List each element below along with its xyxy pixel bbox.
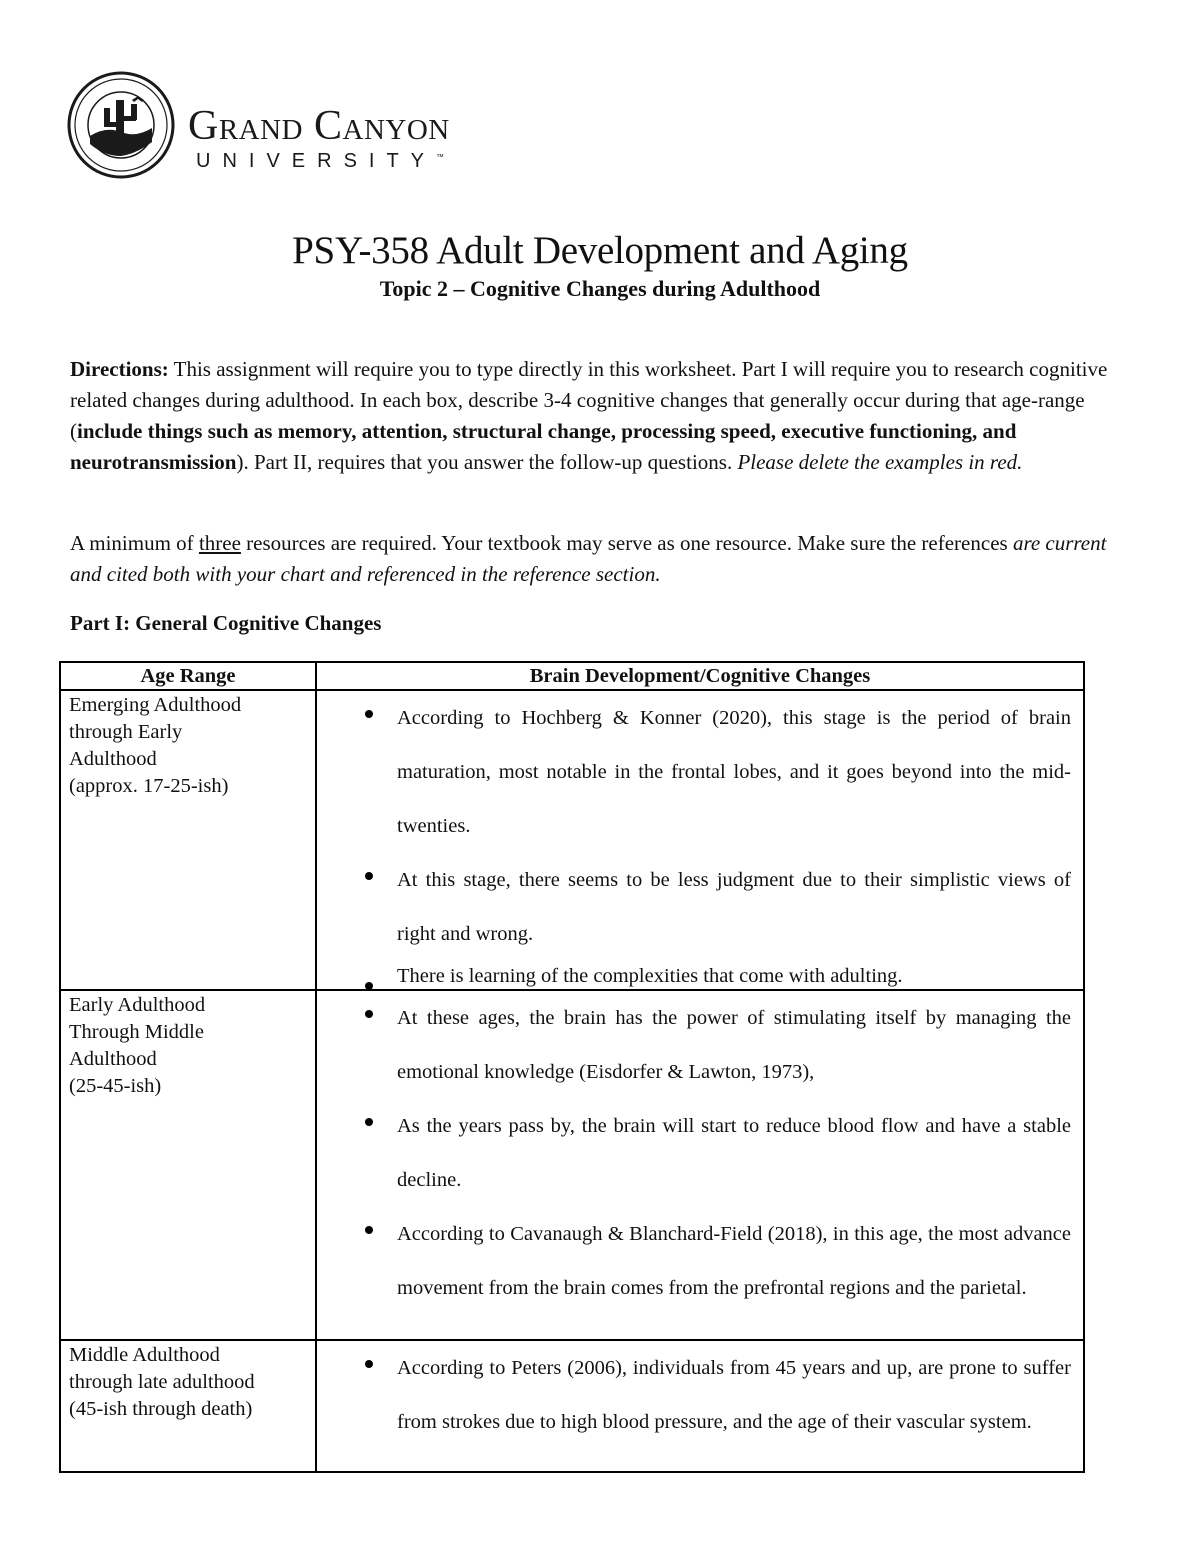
university-logo <box>66 70 546 180</box>
table-header-row <box>60 662 1084 690</box>
cognitive-changes-table <box>59 661 1085 1473</box>
changes-cell[interactable] <box>316 1340 1084 1472</box>
page-subtitle: Topic 2 – Cognitive Changes during Adulthood <box>379 276 821 301</box>
table-row <box>60 690 1084 990</box>
list-item: There is learning of the complexities that come with adulting. <box>397 963 1075 989</box>
directions-label: Directions: <box>70 357 169 381</box>
university-subname: UNIVERSITY™ <box>196 150 445 172</box>
university-name: Grand Canyon <box>188 103 450 149</box>
list-item: According to Peters (2006), individuals from 45 years and up, are prone to suffer from strokes due to high blood pressure, and the age of their vascular system. <box>397 1341 1075 1449</box>
changes-cell[interactable] <box>316 990 1084 1340</box>
column-header-changes: Brain Development/Cognitive Changes <box>316 662 1084 690</box>
table-row <box>60 990 1084 1340</box>
list-item: At these ages, the brain has the power of stimulating itself by managing the emotional knowledge (Eisdorfer & Lawton, 1973), <box>397 991 1075 1099</box>
university-seal-icon <box>66 70 176 180</box>
list-item: As the years pass by, the brain will start to reduce blood flow and have a stable decline. <box>397 1099 1075 1207</box>
resources-paragraph: A minimum of three resources are required. Your textbook may serve as one resource. Make sure the references are current and cited both with your chart and referenced in the reference section. <box>70 531 1107 586</box>
age-range-cell[interactable]: Emerging Adulthood through Early Adulthood (approx. 17-25-ish) <box>60 690 316 990</box>
age-range-cell[interactable]: Middle Adulthood through late adulthood (45-ish through death) <box>60 1340 316 1472</box>
column-header-age-range: Age Range <box>60 662 316 690</box>
directions-paragraph: Directions: This assignment will require you to type directly in this worksheet. Part I will require you to research cognitive related changes during adulthood. In each box, describe 3-4 cognitive changes that generally occur during that age-range (include things such as memory, attention, structural change, processing speed, executive functioning, and neurotransmission). Part II, requires that you answer the follow-up questions. Please delete the examples in red. <box>70 357 1108 474</box>
list-item: At this stage, there seems to be less judgment due to their simplistic views of right and wrong. <box>397 853 1075 961</box>
university-wordmark <box>188 104 450 173</box>
part1-heading: Part I: General Cognitive Changes <box>70 611 382 635</box>
table-row <box>60 1340 1084 1472</box>
age-range-cell[interactable]: Early Adulthood Through Middle Adulthood (25-45-ish) <box>60 990 316 1340</box>
list-item: According to Cavanaugh & Blanchard-Field (2018), in this age, the most advance movement from the brain comes from the prefrontal regions and the parietal. <box>397 1207 1075 1315</box>
page-title: PSY-358 Adult Development and Aging <box>292 229 908 272</box>
changes-cell[interactable] <box>316 690 1084 990</box>
list-item: According to Hochberg & Konner (2020), this stage is the period of brain maturation, most notable in the frontal lobes, and it goes beyond into the mid-twenties. <box>397 691 1075 853</box>
